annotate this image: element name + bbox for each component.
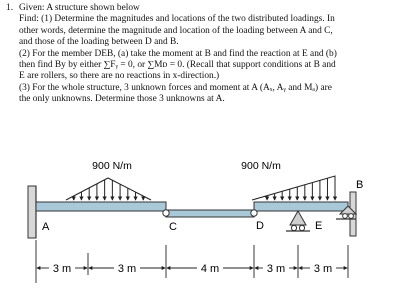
roller-support-b (336, 192, 356, 236)
structure-diagram (0, 150, 395, 289)
beam-ac (36, 202, 166, 211)
problem-line-part2: (2) For the member DEB, (a) take the moment at B and find the reaction at E and (b) (19, 48, 337, 59)
problem-line-find: Find: (1) Determine the magnitudes and locations of the two distributed loadings. In (19, 14, 335, 25)
distributed-load-right (252, 176, 335, 200)
beam-db (254, 202, 348, 211)
dimension-label: 4 m (200, 263, 220, 275)
dimension-label: 3 m (313, 263, 333, 275)
problem-line: other words, determine the magnitude and location of the loading between A and C, (19, 25, 333, 36)
problem-line: and those of the loading between D and B. (19, 37, 179, 48)
dimension-line (36, 240, 348, 283)
fixed-support-a (28, 186, 36, 238)
problem-line: then find By by either ∑Fᵧ = 0, or ∑Mᴅ = 0. (Recall that support conditions at B and (19, 60, 336, 71)
label-e: E (315, 220, 323, 232)
problem-line: E are rollers, so there are no reactions in x-direction.) (19, 71, 220, 82)
dimension-labels (37, 263, 347, 275)
label-d: D (256, 220, 264, 232)
dimension-label: 3 m (52, 263, 72, 275)
distributed-load-left-arrows (74, 180, 144, 200)
problem-line-given: Given: A structure shown below (19, 3, 140, 13)
problem-number: 1. (6, 3, 14, 13)
roller-support-e (286, 211, 310, 231)
load-right-label: 900 N/m (241, 160, 281, 172)
distributed-load-right-arrows (267, 176, 335, 200)
pin-c (163, 210, 169, 216)
problem-line: the only unknowns. Determine those 3 unknowns at A. (19, 94, 225, 105)
pin-d (251, 210, 257, 216)
link-cd (166, 210, 254, 217)
load-left-label: 900 N/m (92, 160, 132, 172)
problem-line-part3: (3) For the whole structure, 3 unknown forces and moment at A (Aₓ, Aᵧ and Mₐ) are (19, 82, 332, 93)
problem-text (19, 3, 389, 106)
distributed-load-left (66, 178, 151, 200)
label-c: C (169, 221, 177, 233)
label-b: B (356, 179, 364, 191)
dimension-label: 3 m (117, 263, 137, 275)
dimension-label: 3 m (266, 263, 286, 275)
label-a: A (42, 221, 50, 233)
